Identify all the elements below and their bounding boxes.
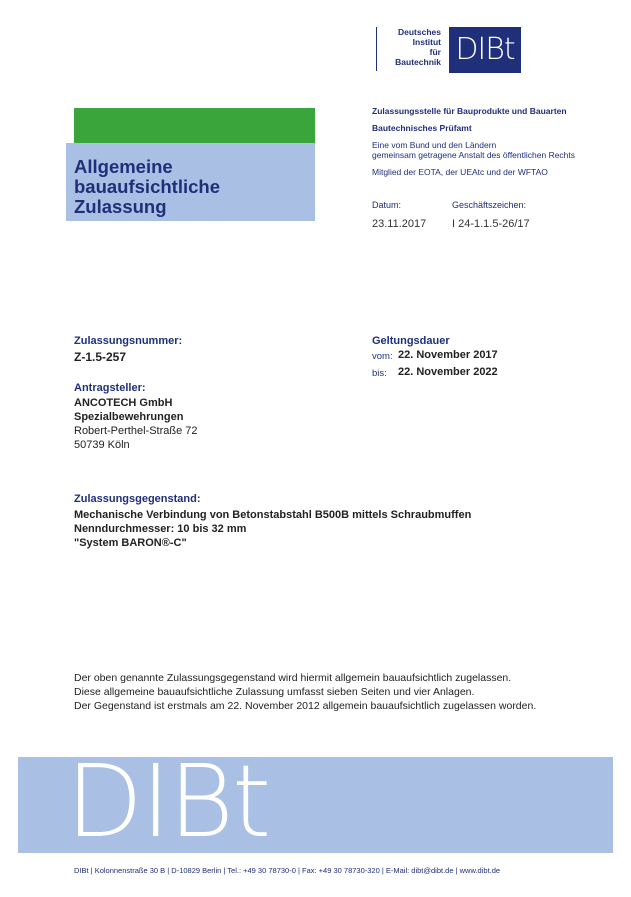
zulassungsnummer-label: Zulassungsnummer: xyxy=(74,335,183,347)
gegenstand-line-1: Mechanische Verbindung von Betonstabstahl B500B mittels Schraubmuffen xyxy=(74,509,472,521)
logo-org-line: Bautechnik xyxy=(395,57,441,67)
dibt-logo-text: DIBt xyxy=(455,32,515,67)
document-title xyxy=(74,157,220,217)
paragraph-line: Der Gegenstand ist erstmals am 22. November 2012 allgemein bauaufsichtlich zugelassen worden. xyxy=(74,700,537,712)
antragsteller-name-2: Spezialbewehrungen xyxy=(74,411,184,423)
logo-org-line: Institut xyxy=(412,37,441,47)
info-anstalt-1: Eine vom Bund und den Ländern xyxy=(372,140,497,150)
paragraph-line: Der oben genannte Zulassungsgegenstand wird hiermit allgemein bauaufsichtlich zugelassen. xyxy=(74,672,512,684)
logo-org-line: für xyxy=(429,47,441,57)
approval-paragraph xyxy=(74,671,536,713)
datum-value: 23.11.2017 xyxy=(372,218,427,230)
logo-org-name xyxy=(374,27,441,67)
gegenstand-label: Zulassungsgegenstand: xyxy=(74,493,201,505)
footer-address: DIBt | Kolonnenstraße 30 B | D-10829 Berlin | Tel.: +49 30 78730-0 | Fax: +49 30 78730-320 | E-Mail: dibt@dibt.de | www.dibt.de xyxy=(74,866,501,875)
antragsteller-name-1: ANCOTECH GmbH xyxy=(74,397,173,409)
zulassungsnummer-value: Z-1.5-257 xyxy=(74,350,127,364)
paragraph-line: Diese allgemeine bauaufsichtliche Zulassung umfasst sieben Seiten und vier Anlagen. xyxy=(74,686,475,698)
antragsteller-street: Robert-Perthel-Straße 72 xyxy=(74,425,198,437)
banner-logo: DIBt xyxy=(66,743,270,860)
geltungsdauer-label: Geltungsdauer xyxy=(372,335,450,347)
geschaeftszeichen-value: I 24-1.1.5-26/17 xyxy=(452,218,530,230)
geschaeftszeichen-label: Geschäftszeichen: xyxy=(452,200,527,210)
green-accent-bar xyxy=(74,108,315,143)
vom-value: 22. November 2017 xyxy=(398,349,498,361)
info-mitglied: Mitglied der EOTA, der UEAtc und der WFTAO xyxy=(372,167,548,177)
logo-org-line: Deutsches xyxy=(398,27,441,37)
vom-label: vom: xyxy=(372,351,393,362)
info-pruefamt: Bautechnisches Prüfamt xyxy=(372,123,472,133)
antragsteller-label: Antragsteller: xyxy=(74,382,146,394)
bis-label: bis: xyxy=(372,368,387,379)
title-line: Allgemeine xyxy=(74,156,173,177)
gegenstand-line-2: Nenndurchmesser: 10 bis 32 mm xyxy=(74,523,247,535)
title-line: Zulassung xyxy=(74,196,167,217)
bis-value: 22. November 2022 xyxy=(398,366,498,378)
gegenstand-line-3: "System BARON®-C" xyxy=(74,537,187,549)
info-anstalt-2: gemeinsam getragene Anstalt des öffentlichen Rechts xyxy=(372,150,576,160)
datum-label: Datum: xyxy=(372,200,402,210)
antragsteller-city: 50739 Köln xyxy=(74,439,130,451)
info-zulassungsstelle: Zulassungsstelle für Bauprodukte und Bauarten xyxy=(372,106,567,116)
title-line: bauaufsichtliche xyxy=(74,176,220,197)
